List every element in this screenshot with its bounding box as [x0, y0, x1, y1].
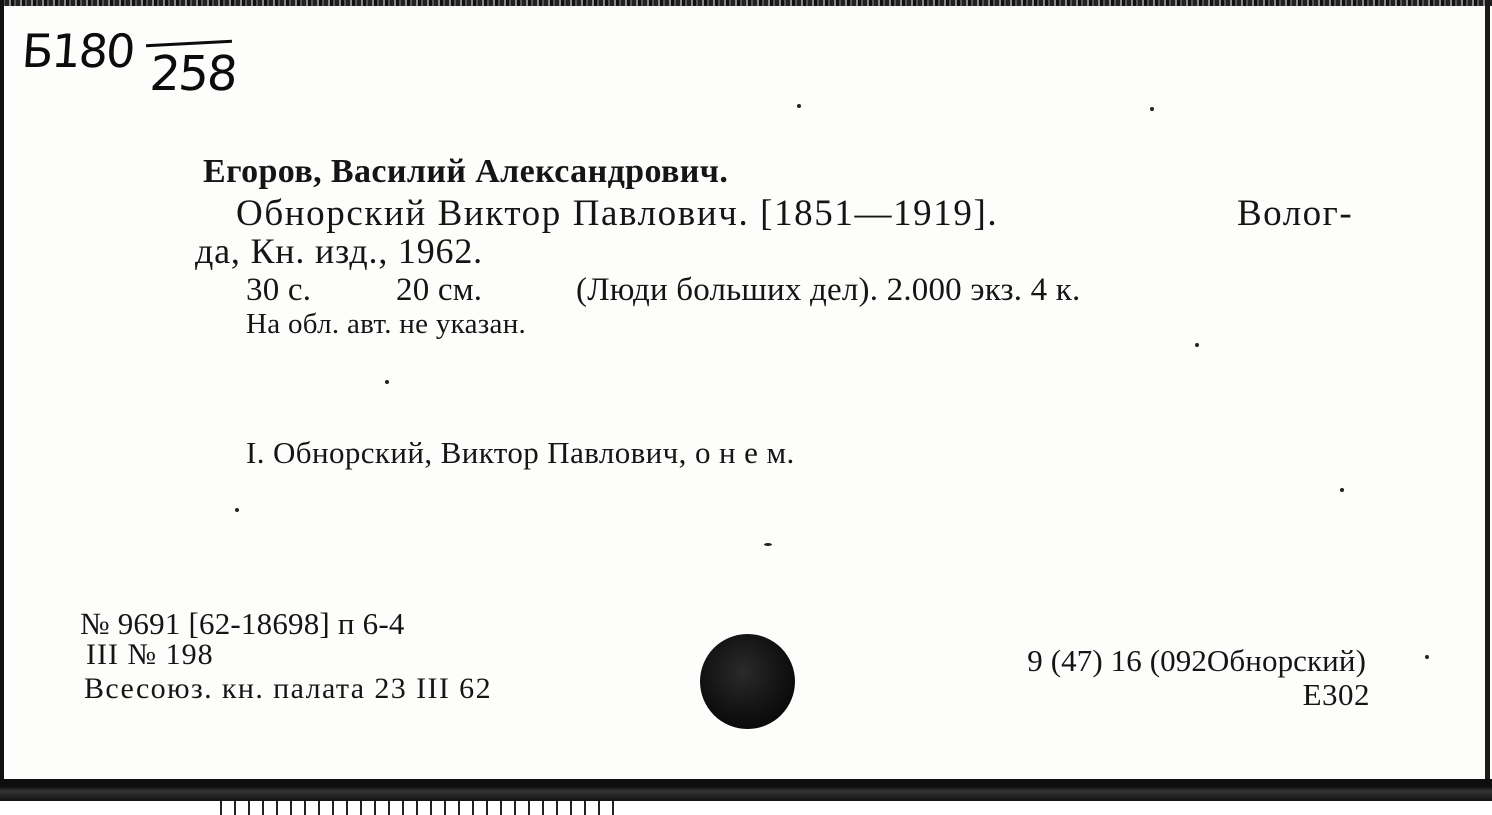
- collation-size: 20 см.: [396, 272, 483, 308]
- book-chamber-line: Всесоюз. кн. палата 23 III 62: [84, 672, 492, 705]
- punch-hole: [700, 634, 795, 729]
- dust-speck: [1340, 488, 1344, 492]
- author-note: На обл. авт. не указан.: [246, 308, 527, 340]
- handwritten-call-number: Б180: [20, 24, 136, 78]
- card-right-edge: [1485, 0, 1490, 800]
- imprint-line: да, Кн. изд., 1962.: [195, 231, 483, 271]
- dust-speck: [1150, 107, 1154, 111]
- title-line: Обнорский Виктор Павлович. [1851—1919].: [236, 193, 999, 234]
- record-number: № 9691 [62-18698] п 6-4: [80, 606, 405, 641]
- card-left-edge: [0, 0, 4, 800]
- dust-speck: [764, 543, 772, 546]
- dust-speck: [385, 380, 389, 384]
- udc-classification: 9 (47) 16 (092Обнорский): [1027, 643, 1366, 678]
- collation-pages: 30 с.: [246, 272, 312, 308]
- series-number: III № 198: [86, 638, 214, 671]
- title-line-end: Волог-: [1237, 193, 1354, 234]
- dust-speck: [1425, 655, 1429, 659]
- dust-speck: [1195, 343, 1199, 347]
- dust-speck: [797, 104, 801, 108]
- collation-series-price: (Люди больших дел). 2.000 экз. 4 к.: [576, 272, 1081, 308]
- author-heading: Егоров, Василий Александрович.: [203, 153, 729, 190]
- dust-speck: [235, 508, 239, 512]
- card-bottom-edge: [0, 779, 1492, 801]
- scan-tick-marks: [220, 801, 620, 815]
- collation-line: [246, 274, 1080, 307]
- subject-entry: I. Обнорский, Виктор Павлович, о н е м.: [246, 435, 795, 470]
- cutter-number: Е302: [1302, 677, 1370, 712]
- card-top-edge: [0, 0, 1492, 6]
- handwritten-call-number-fraction: 258: [148, 46, 238, 102]
